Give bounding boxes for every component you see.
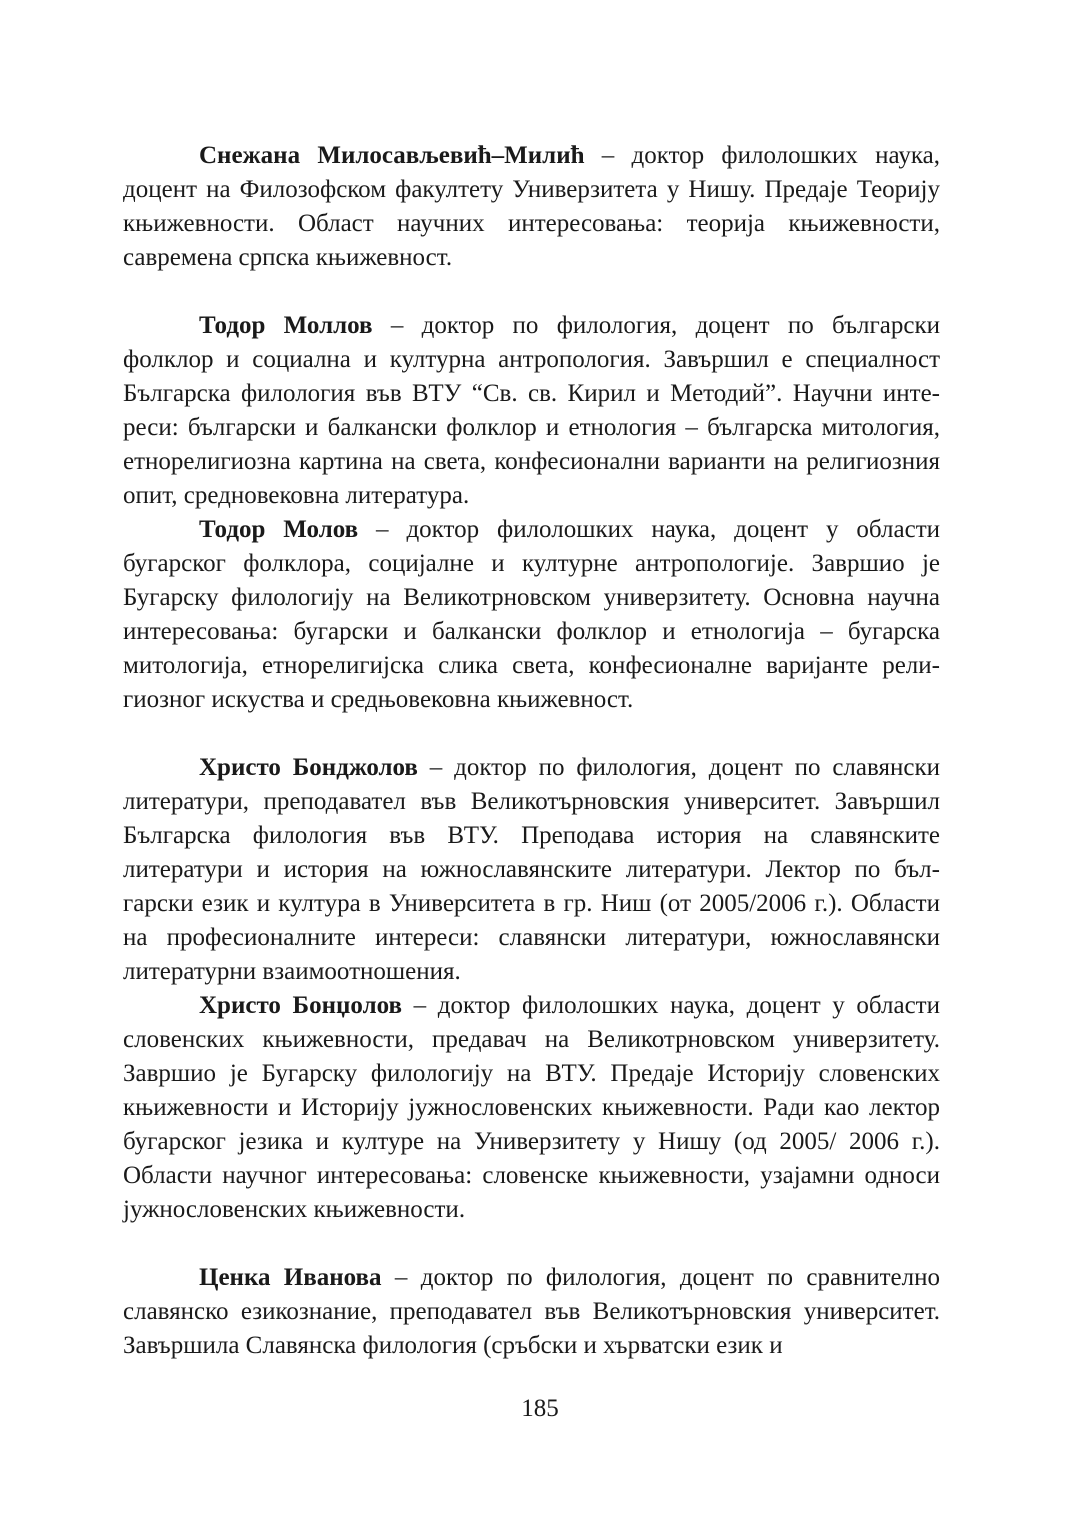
author-bio: – доктор по филология, доцент по славянски литератури, преподавател във Великотърновския университет. Завършил Българска филология във ВТУ. Преподава история на славянските литератури и история на южнославянските литератури. Лектор по български език и култура в Университета в гр. Ниш (от 2005/2006 г.). Области на професионалните интереси: славянски литератури, южнославянски литературни взаимоотношения.: [123, 754, 940, 985]
page-body: [123, 139, 940, 1363]
entry-bondzholov-bg: [123, 751, 940, 989]
entry-milosavljevic: [123, 139, 940, 275]
author-name: Ценка Иванова: [199, 1264, 382, 1291]
page-number: 185: [521, 1395, 559, 1422]
entry-bondzolov-sr: [123, 989, 940, 1227]
author-name: Тодор Моллов: [199, 312, 373, 339]
author-bio: – доктор по филология, доцент по български фолклор и социална и културна антропология. Завършил е специалност Българска филология във ВТУ “Св. св. Кирил и Методий”. Научни интереси: български и балкански фолклор и етнология – българска митология, етнорелигиозна картина на света, конфесионални варианти на религиозния опит, средновековна литература.: [123, 312, 940, 509]
author-bio: – доктор филолошких наука, доцент на Филозофском факултету Универзитета у Нишу. Предаје Теорију књижевности. Област научних интересовања: теорија књижевности, савремена српска књижевност.: [123, 142, 940, 271]
author-bio: – доктор по филология, доцент по сравнително славянско езикознание, преподавател във Великотърновския университет. Завършила Славянска филология (сръбски и хърватски език и: [123, 1264, 940, 1359]
author-name: Христо Бонджолов: [199, 754, 418, 781]
entry-mollov-bg: [123, 309, 940, 513]
entry-molov-sr: [123, 513, 940, 717]
author-name: Снежана Милосављевић–Милић: [199, 142, 585, 169]
spacer: [123, 1227, 940, 1261]
author-name: Тодор Молов: [199, 516, 359, 543]
author-name: Христо Бонџолов: [199, 992, 402, 1019]
author-bio: – доктор филолошких наука, доцент у области бугарског фолклора, социјалне и културне антропологије. Завршио је Бугарску филологију на Великотрновском универзитету. Основна научна интересовања: бугарски и балкански фолклор и етнологија – бугарска митологија, етнорелигијска слика света, конфесионалне варијанте религиозног искуства и средњовековна књижевност.: [123, 516, 940, 713]
entry-ivanova: [123, 1261, 940, 1363]
spacer: [123, 717, 940, 751]
author-bio: – доктор филолошких наука, доцент у области словенских књижевности, предавач на Великотрновском универзитету. Завршио је Бугарску филологију на ВТУ. Предаје Историју словенских књижевности и Историју јужнословенских књижевности. Ради као лектор бугарског језика и културе на Универзитету у Нишу (од 2005/ 2006 г.). Области научног интересовања: словенске књижевности, узајамни односи јужнословенских књижевности.: [123, 992, 940, 1223]
spacer: [123, 275, 940, 309]
